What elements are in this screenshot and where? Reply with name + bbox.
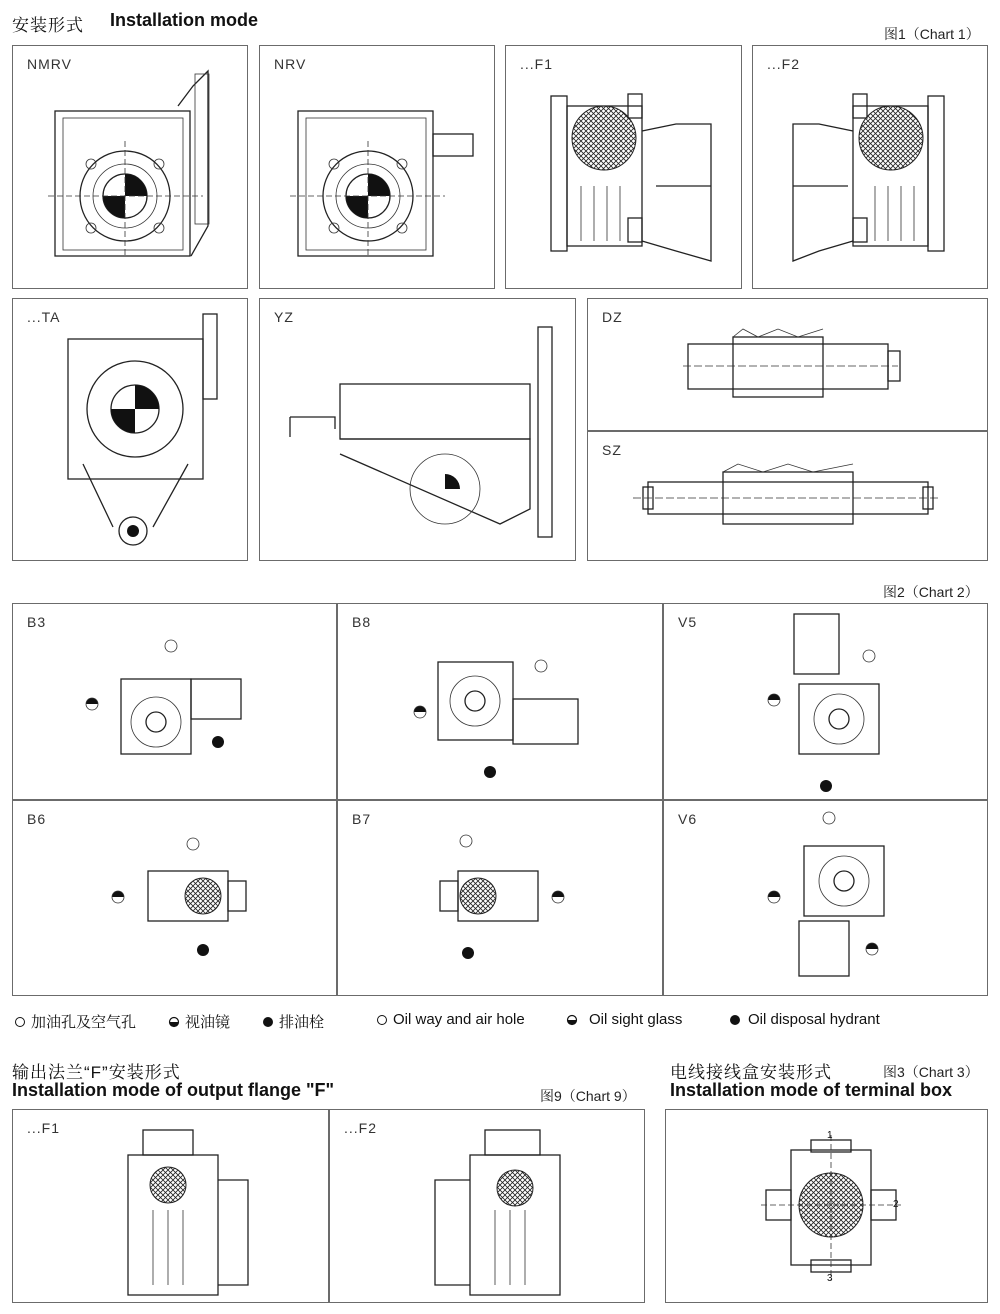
f1-drawing xyxy=(506,46,743,290)
panel-yz xyxy=(259,298,576,561)
panel-flange-f1 xyxy=(12,1109,329,1303)
terminal-pos-3: 3 xyxy=(827,1273,833,1284)
drain-plug-icon xyxy=(262,1016,274,1028)
flange-title-en: Installation mode of output flange "F" xyxy=(12,1080,335,1100)
panel-label: ...F2 xyxy=(767,56,801,72)
panel-f1 xyxy=(505,45,742,289)
sight-glass-icon xyxy=(168,1016,180,1028)
panel-label: SZ xyxy=(602,442,622,458)
legend-sight-cn: 视油镜 xyxy=(168,1011,230,1032)
b3-drawing xyxy=(13,604,338,801)
panel-label: NRV xyxy=(274,56,307,72)
panel-label: B3 xyxy=(27,614,47,630)
terminal-pos-2: 2 xyxy=(893,1199,899,1210)
panel-v5 xyxy=(663,603,988,800)
section-title-cn: 安装形式 xyxy=(12,16,84,35)
panel-flange-f2 xyxy=(329,1109,645,1303)
chart3-ref: 图3（Chart 3） xyxy=(883,1064,979,1080)
panel-b6 xyxy=(12,800,337,996)
b6-drawing xyxy=(13,801,338,997)
flange-f2-drawing xyxy=(330,1110,646,1304)
panel-label: V6 xyxy=(678,811,698,827)
yz-drawing xyxy=(260,299,577,562)
b7-drawing xyxy=(338,801,664,997)
section-title-en: Installation mode xyxy=(110,10,259,30)
panel-label: B6 xyxy=(27,811,47,827)
panel-label: YZ xyxy=(274,309,294,325)
terminal-pos-1: 1 xyxy=(827,1130,833,1141)
panel-nmrv xyxy=(12,45,248,289)
ta-drawing xyxy=(13,299,249,562)
panel-label: ...TA xyxy=(27,309,61,325)
sz-drawing xyxy=(588,432,989,562)
legend-oil-way-en: Oil way and air hole xyxy=(376,1011,525,1028)
panel-b3 xyxy=(12,603,337,800)
chart1-ref: 图1（Chart 1） xyxy=(884,26,980,42)
panel-v6 xyxy=(663,800,988,996)
panel-label: ...F1 xyxy=(520,56,554,72)
panel-label: ...F2 xyxy=(344,1120,378,1136)
nmrv-drawing xyxy=(13,46,249,290)
oil-way-icon xyxy=(376,1014,388,1026)
panel-label: ...F1 xyxy=(27,1120,61,1136)
legend-sight-en: Oil sight glass xyxy=(566,1011,682,1028)
panel-label: V5 xyxy=(678,614,698,630)
v6-drawing xyxy=(664,801,989,997)
panel-label: B7 xyxy=(352,811,372,827)
drain-plug-icon xyxy=(729,1014,741,1026)
panel-f2 xyxy=(752,45,988,289)
chart2-ref: 图2（Chart 2） xyxy=(883,584,979,600)
legend-oil-way-cn: 加油孔及空气孔 xyxy=(14,1011,136,1032)
panel-ta xyxy=(12,298,248,561)
v5-drawing xyxy=(664,604,989,801)
chart9-ref: 图9（Chart 9） xyxy=(540,1088,636,1104)
f2-drawing xyxy=(753,46,989,290)
panel-terminal-box xyxy=(665,1109,988,1303)
legend-drain-cn: 排油栓 xyxy=(262,1011,324,1032)
panel-label: B8 xyxy=(352,614,372,630)
panel-nrv xyxy=(259,45,495,289)
panel-label: NMRV xyxy=(27,56,72,72)
oil-way-icon xyxy=(14,1016,26,1028)
terminal-title-en: Installation mode of terminal box xyxy=(670,1080,953,1100)
panel-sz xyxy=(587,431,988,561)
panel-dz xyxy=(587,298,988,431)
b8-drawing xyxy=(338,604,664,801)
panel-b7 xyxy=(337,800,663,996)
flange-f1-drawing xyxy=(13,1110,330,1304)
terminal-title-cn: 电线接线盒安装形式 xyxy=(670,1063,832,1082)
legend-drain-en: Oil disposal hydrant xyxy=(729,1011,880,1028)
sight-glass-icon xyxy=(566,1014,578,1026)
panel-label: DZ xyxy=(602,309,623,325)
panel-b8 xyxy=(337,603,663,800)
flange-title-cn: 输出法兰“F”安装形式 xyxy=(12,1063,181,1082)
nrv-drawing xyxy=(260,46,496,290)
dz-drawing xyxy=(588,299,989,432)
